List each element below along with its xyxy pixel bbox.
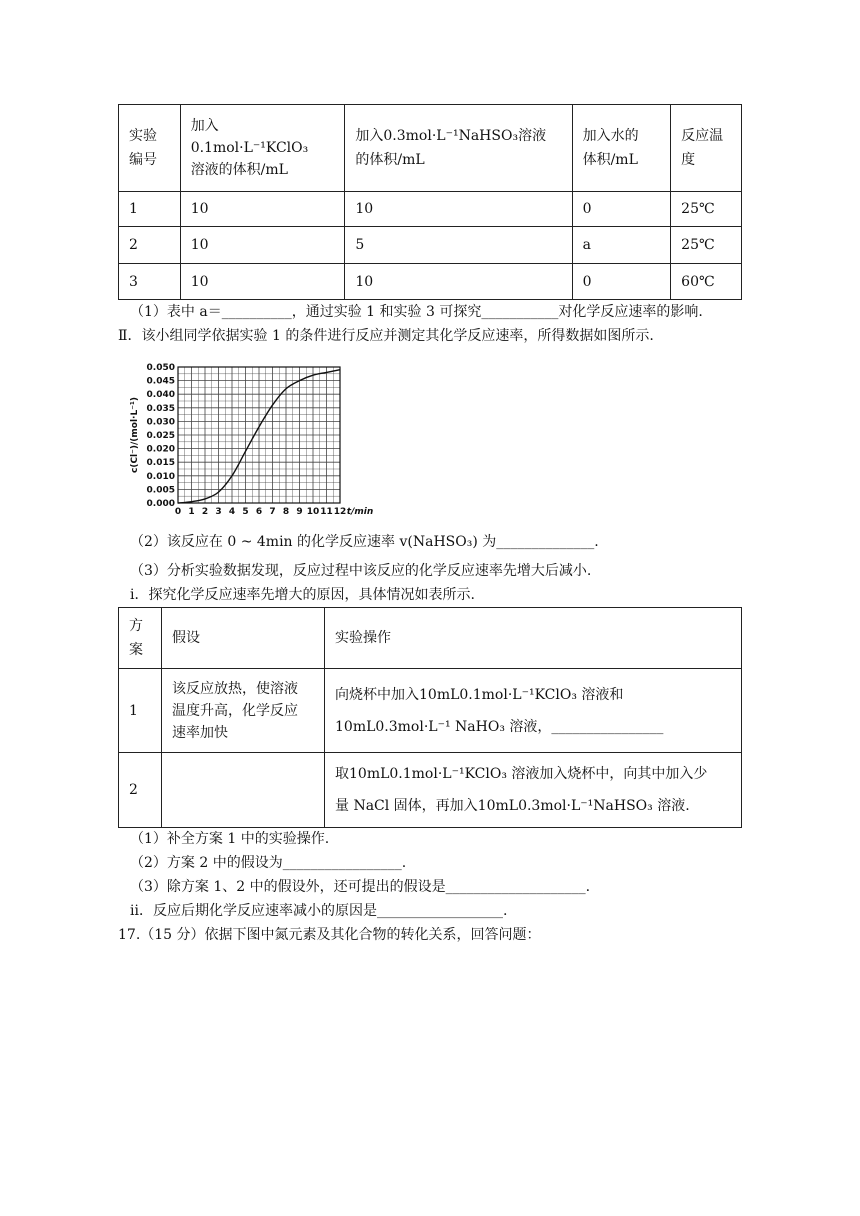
table-cell: 25℃ [671, 192, 742, 227]
table-cell: 10 [180, 264, 345, 300]
header-text: 体积/mL [582, 152, 638, 168]
table-cell: 0 [572, 192, 671, 227]
table-row [119, 227, 742, 264]
y-tick-label: 0.025 [146, 431, 175, 441]
y-tick-label: 0.035 [146, 403, 175, 414]
table-cell: 25℃ [671, 227, 742, 264]
x-tick-label: 12 [333, 507, 347, 517]
header-text: 反应温 [681, 128, 724, 144]
header-cell [180, 105, 345, 192]
header-cell [119, 105, 181, 192]
table-row [119, 264, 742, 300]
header-text: 实验 [129, 128, 157, 144]
concentration-chart [128, 355, 378, 520]
header-text: 加入0.3mol·L⁻¹NaHSO₃溶液 [355, 128, 547, 144]
header-text: 编号 [129, 152, 157, 168]
plan-table [118, 607, 742, 828]
x-tick-label: 0 [174, 507, 182, 517]
y-axis-label: c(Cl⁻)/(mol·L⁻¹) [130, 396, 140, 474]
y-tick-label: 0.040 [146, 390, 175, 401]
y-tick-label: 0.020 [146, 444, 175, 455]
x-tick-label: 9 [296, 507, 303, 517]
x-tick-label: 3 [215, 507, 222, 517]
plan-id: 1 [119, 669, 162, 753]
y-tick-label: 0.050 [146, 363, 175, 373]
header-cell [345, 105, 572, 192]
part-ii: ⅱ．反应后期化学反应速率减小的原因是__________________. [130, 903, 508, 919]
header-text: 0.1mol·L⁻¹KClO₃ [190, 140, 309, 156]
hypothesis-cell [162, 669, 325, 753]
experiment-table [118, 104, 742, 300]
table-cell: 3 [119, 264, 181, 300]
part-2-intro: Ⅱ．该小组同学依据实验 1 的条件进行反应并测定其化学反应速率，所得数据如图所示. [118, 328, 654, 344]
table-cell: 0 [572, 264, 671, 300]
header-text: 加入水的 [582, 128, 639, 144]
table-row [119, 192, 742, 227]
y-tick-label: 0.045 [146, 376, 175, 387]
plan-id: 2 [119, 753, 162, 828]
x-tick-label: 6 [255, 507, 263, 517]
operation-text: 向烧杯中加入10mL0.1mol·L⁻¹KClO₃ 溶液和 [335, 686, 624, 703]
question-3: （3）分析实验数据发现，反应过程中该反应的化学反应速率先增大后减小. [130, 563, 592, 579]
x-tick-label: 2 [201, 507, 209, 517]
y-tick-label: 0.010 [146, 471, 175, 482]
operation-cell [325, 669, 742, 753]
question-2: （2）该反应在 0 ~ 4min 的化学反应速率 v(NaHSO₃) 为______________. [130, 534, 599, 550]
table-cell: 5 [345, 227, 572, 264]
y-tick-label: 0.030 [146, 417, 175, 428]
table-cell: 60℃ [671, 264, 742, 300]
question-1: （1）表中 a＝__________，通过实验 1 和实验 3 可探究___________对化学反应速率的影响. [130, 304, 703, 320]
x-tick-label: 8 [282, 507, 290, 517]
part-i-intro: ⅰ．探究化学反应速率先增大的原因，具体情况如表所示. [130, 587, 475, 603]
table-cell: 10 [180, 227, 345, 264]
header-text: 加入 [190, 118, 219, 134]
y-tick-label: 0.005 [146, 485, 175, 496]
table-cell: a [572, 227, 671, 264]
header-text: 溶液的体积/mL [190, 162, 288, 178]
x-tick-label: 11 [320, 507, 333, 517]
header-text: 度 [681, 152, 696, 168]
operation-text: 取10mL0.1mol·L⁻¹KClO₃ 溶液加入烧杯中，向其中加入少 [335, 766, 708, 782]
table-cell: 10 [180, 192, 345, 227]
header-text: 方 [129, 618, 143, 634]
x-tick-label: 1 [188, 507, 195, 517]
hypothesis-text: 速率加快 [172, 724, 228, 741]
sub-question-3: （3）除方案 1、2 中的假设外，还可提出的假设是____________________. [130, 879, 591, 895]
header-text: 案 [129, 642, 143, 658]
table-cell: 10 [345, 264, 572, 300]
header-cell [671, 105, 742, 192]
hypothesis-text: 温度升高，化学反应 [172, 702, 298, 719]
x-tick-label: 4 [228, 507, 236, 517]
table-row [119, 669, 742, 753]
header-cell [119, 608, 162, 669]
header-text: 的体积/mL [355, 152, 425, 168]
table-header-row [119, 105, 742, 192]
operation-text: 10mL0.3mol·L⁻¹ NaHO₃ 溶液，________________ [335, 718, 664, 735]
table-row [119, 753, 742, 828]
table-cell: 2 [119, 227, 181, 264]
header-cell: 实验操作 [325, 608, 742, 669]
question-17: 17.（15 分）依据下图中氮元素及其化合物的转化关系，回答问题： [118, 927, 541, 943]
header-cell: 假设 [162, 608, 325, 669]
sub-question-2: （2）方案 2 中的假设为_________________. [130, 855, 407, 871]
header-cell [572, 105, 671, 192]
x-tick-label: 5 [242, 507, 249, 517]
x-axis-label: t/min [346, 507, 374, 517]
table-cell: 10 [345, 192, 572, 227]
y-tick-label: 0.015 [146, 458, 175, 469]
table-header-row [119, 608, 742, 669]
operation-cell [325, 753, 742, 828]
table-cell: 1 [119, 192, 181, 227]
x-tick-label: 10 [306, 507, 320, 517]
y-tick-label: 0.000 [146, 499, 175, 509]
x-tick-label: 7 [269, 507, 276, 517]
operation-text: 量 NaCl 固体，再加入10mL0.3mol·L⁻¹NaHSO₃ 溶液. [335, 798, 690, 814]
hypothesis-text: 该反应放热，使溶液 [172, 680, 298, 697]
hypothesis-cell [162, 753, 325, 828]
sub-question-1: （1）补全方案 1 中的实验操作. [130, 831, 330, 847]
